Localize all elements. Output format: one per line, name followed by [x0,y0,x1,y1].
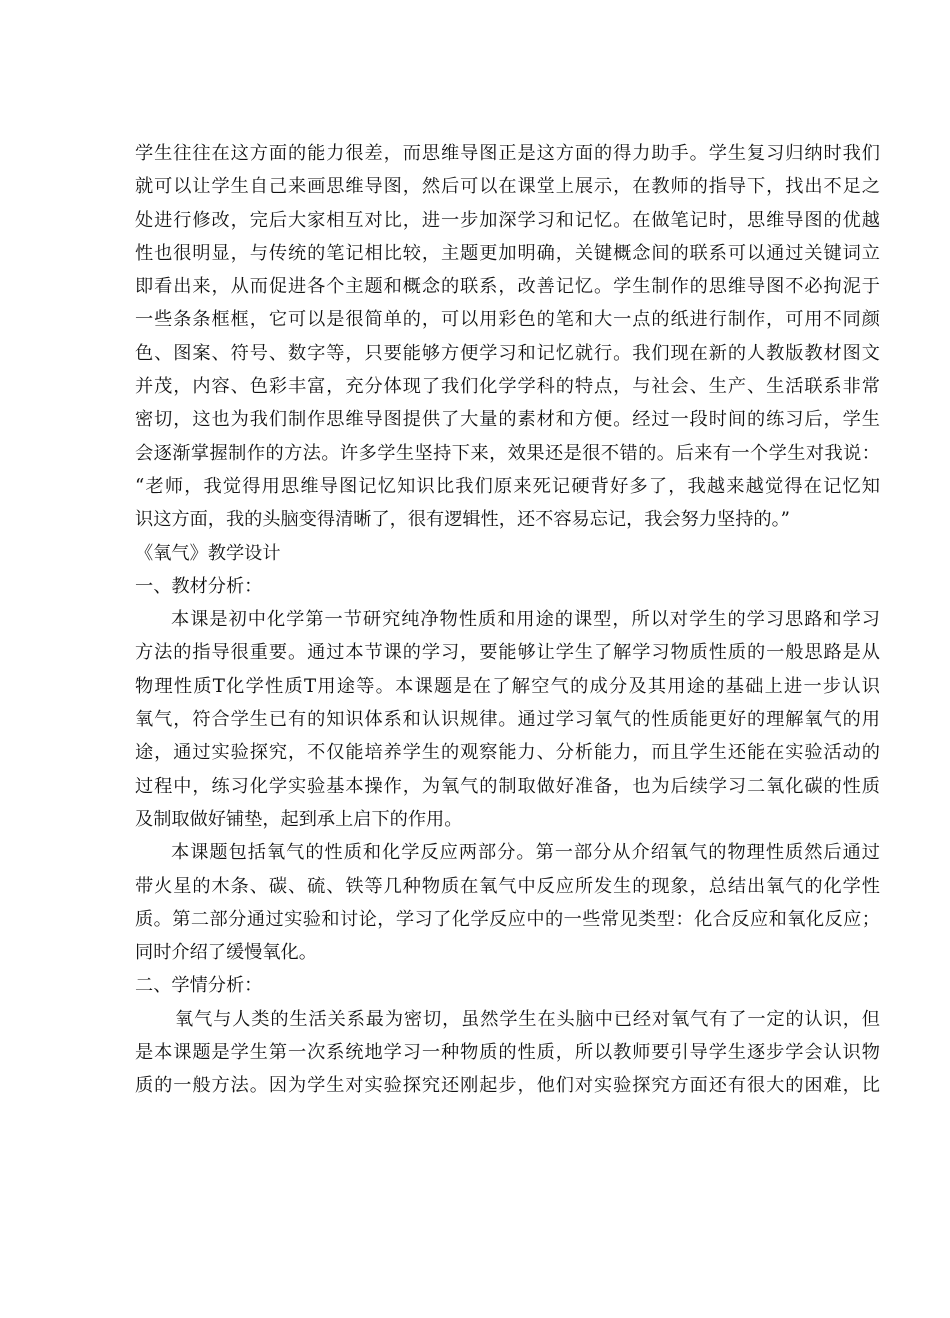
text-line: 会逐渐掌握制作的方法。许多学生坚持下来，效果还是很不错的。后来有一个学生对我说： [135,442,880,464]
text-line: 质的一般方法。因为学生对实验探究还刚起步，他们对实验探究方面还有很大的困难，比 [135,1075,880,1097]
text-line: 是本课题是学生第一次系统地学习一种物质的性质，所以教师要引导学生逐步学会认识物 [135,1042,880,1064]
heading-student-analysis: 二、学情分析： [135,975,263,997]
text-line: 色、图案、符号、数字等，只要能够方便学习和记忆就行。我们现在新的人教版教材图文 [135,342,880,364]
text-line: 处进行修改，完后大家相互对比，进一步加深学习和记忆。在做笔记时，思维导图的优越 [135,209,880,231]
text-line: 同时介绍了缓慢氧化。 [135,942,317,964]
text-line: 方法的指导很重要。通过本节课的学习，要能够让学生了解学习物质性质的一般思路是从 [135,642,880,664]
text-line: 性也很明显，与传统的笔记相比较，主题更加明确，关键概念间的联系可以通过关键词立 [135,242,880,264]
text-line: 本课题包括氧气的性质和化学反应两部分。第一部分从介绍氧气的物理性质然后通过 [171,842,880,864]
text-line: 氧气与人类的生活关系最为密切，虽然学生在头脑中已经对氧气有了一定的认识，但 [175,1008,880,1030]
text-line: “老师，我觉得用思维导图记忆知识比我们原来死记硬背好多了，我越来越觉得在记忆知 [135,475,880,497]
text-line: 物理性质T化学性质T用途等。本课题是在了解空气的成分及其用途的基础上进一步认识 [135,675,880,697]
text-line: 一些条条框框，它可以是很简单的，可以用彩色的笔和大一点的纸进行制作，可用不同颜 [135,309,880,331]
text-line: 过程中，练习化学实验基本操作，为氧气的制取做好准备，也为后续学习二氧化碳的性质 [135,775,880,797]
text-line: 本课是初中化学第一节研究纯净物性质和用途的课型，所以对学生的学习思路和学习 [171,609,880,631]
text-line: 途，通过实验探究，不仅能培养学生的观察能力、分析能力，而且学生还能在实验活动的 [135,742,880,764]
text-line: 学生往往在这方面的能力很差，而思维导图正是这方面的得力助手。学生复习归纳时我们 [135,143,880,164]
section-title: 《氧气》教学设计 [135,542,281,564]
text-line: 识这方面，我的头脑变得清晰了，很有逻辑性，还不容易忘记，我会努力坚持的。” [135,509,790,531]
text-line: 及制取做好铺垫，起到承上启下的作用。 [135,808,463,830]
text-line: 即看出来，从而促进各个主题和概念的联系，改善记忆。学生制作的思维导图不必拘泥于 [135,276,880,298]
document-page [135,137,880,1103]
text-line: 质。第二部分通过实验和讨论，学习了化学反应中的一些常见类型：化合反应和氧化反应； [135,908,880,930]
text-line: 并茂，内容、色彩丰富，充分体现了我们化学学科的特点，与社会、生产、生活联系非常 [135,376,880,398]
heading-material-analysis: 一、教材分析： [135,575,263,597]
text-line: 氧气，符合学生已有的知识体系和认识规律。通过学习氧气的性质能更好的理解氧气的用 [135,709,880,731]
text-line: 带火星的木条、碳、硫、铁等几种物质在氧气中反应所发生的现象，总结出氧气的化学性 [135,875,880,897]
text-line: 密切，这也为我们制作思维导图提供了大量的素材和方便。经过一段时间的练习后，学生 [135,409,880,431]
text-line: 就可以让学生自己来画思维导图，然后可以在课堂上展示，在教师的指导下，找出不足之 [135,176,880,198]
